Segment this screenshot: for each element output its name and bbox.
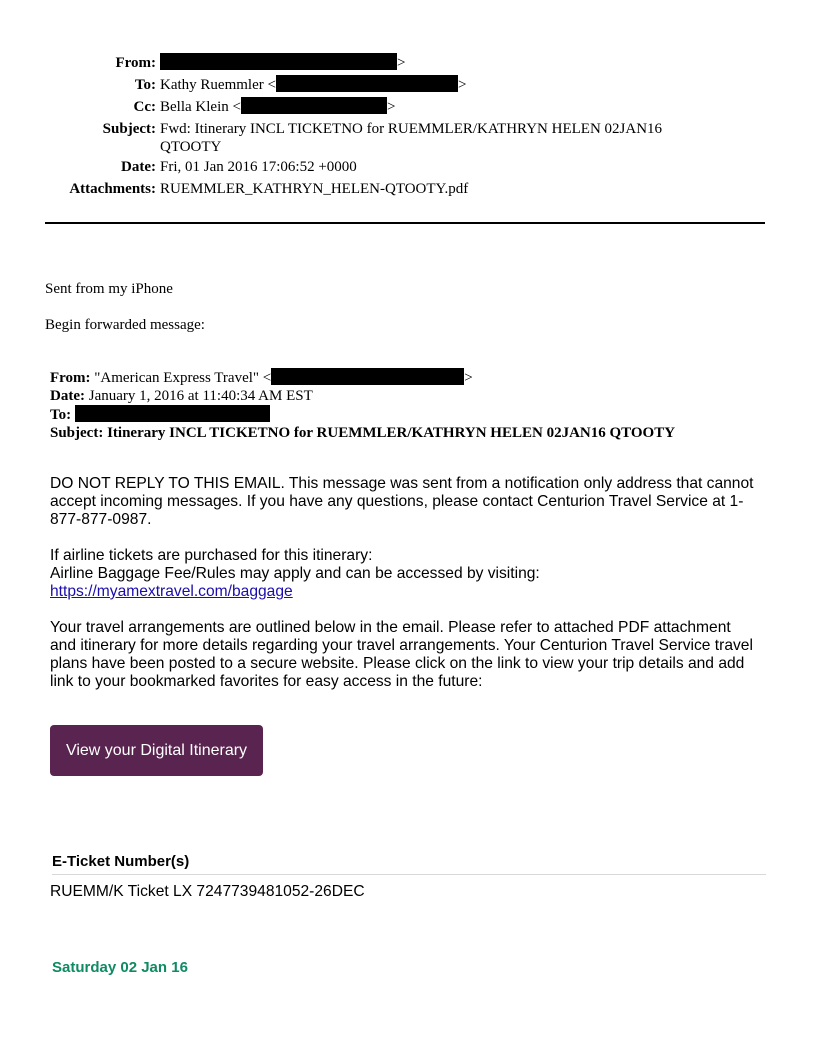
fwd-from-label: From: [50, 370, 91, 386]
redaction-bar [271, 368, 464, 385]
fwd-from-row: From: "American Express Travel" < > [50, 370, 473, 386]
begin-forwarded-line: Begin forwarded message: [45, 317, 205, 333]
from-label: From: [115, 55, 156, 71]
arrangements-paragraph: Your travel arrangements are outlined below in the email. Please refer to attached PDF attachment and itinerary for more details regarding your travel arrangements. Your Centurion Travel Service travel plans have been posted to a secure website. Please click on the link to view your trip details and add link to your bookmarked favorites for easy access in the future: [50, 619, 753, 690]
header-attachments-row [0, 178, 780, 200]
to-label: To: [134, 77, 156, 93]
to-value: Kathy Ruemmler < > [160, 77, 467, 93]
attachments-label: Attachments: [69, 181, 156, 197]
header-to-row [0, 74, 780, 96]
redaction-bar [75, 405, 270, 422]
fwd-subject-row [50, 424, 770, 442]
fwd-subject-value: Itinerary INCL TICKETNO for RUEMMLER/KATHRYN HELEN 02JAN16 QTOOTY [107, 425, 676, 441]
sent-from-line: Sent from my iPhone [45, 281, 173, 297]
eticket-heading: E-Ticket Number(s) [52, 853, 766, 875]
view-digital-itinerary-button[interactable]: View your Digital Itinerary [50, 725, 263, 776]
fwd-date-value: January 1, 2016 at 11:40:34 AM EST [88, 388, 313, 404]
eticket-number: RUEMM/K Ticket LX 7247739481052-26DEC [50, 883, 365, 900]
subject-label: Subject: [102, 121, 156, 137]
fwd-subject-label: Subject: [50, 425, 104, 441]
forwarded-header [50, 368, 770, 442]
baggage-paragraph [50, 547, 760, 601]
email-header [0, 52, 780, 200]
fwd-to-label: To: [50, 407, 72, 423]
from-value: > [160, 52, 780, 74]
header-cc-row [0, 96, 780, 118]
date-label: Date: [121, 159, 156, 175]
baggage-line-1: If airline tickets are purchased for this itinerary: [50, 547, 373, 564]
header-date-row [0, 156, 780, 178]
fwd-date-row [50, 387, 770, 405]
itinerary-date-heading: Saturday 02 Jan 16 [52, 959, 188, 976]
cc-value: Bella Klein < > [160, 99, 396, 115]
redaction-bar [160, 53, 397, 70]
fwd-to-row [50, 405, 770, 424]
redaction-bar [241, 97, 387, 114]
attachment-file-link[interactable]: RUEMMLER_KATHRYN_HELEN-QTOOTY.pdf [160, 181, 469, 197]
fwd-from-value: "American Express Travel" < [94, 370, 272, 386]
header-subject-row [0, 118, 780, 156]
cc-label: Cc: [133, 99, 156, 115]
baggage-line-2: Airline Baggage Fee/Rules may apply and can be accessed by visiting: [50, 565, 540, 582]
date-value: Fri, 01 Jan 2016 17:06:52 +0000 [160, 159, 357, 175]
notice-paragraph: DO NOT REPLY TO THIS EMAIL. This message was sent from a notification only address that cannot accept incoming messages. If you have any questions, please contact Centurion Travel Service at 1-877-877-0987. [50, 475, 754, 528]
redaction-bar [276, 75, 458, 92]
subject-value: Fwd: Itinerary INCL TICKETNO for RUEMMLER/KATHRYN HELEN 02JAN16 QTOOTY [160, 121, 663, 155]
header-from-row [0, 52, 780, 74]
header-divider [45, 222, 765, 224]
fwd-date-label: Date: [50, 388, 85, 404]
baggage-link[interactable]: https://myamextravel.com/baggage [50, 583, 293, 600]
